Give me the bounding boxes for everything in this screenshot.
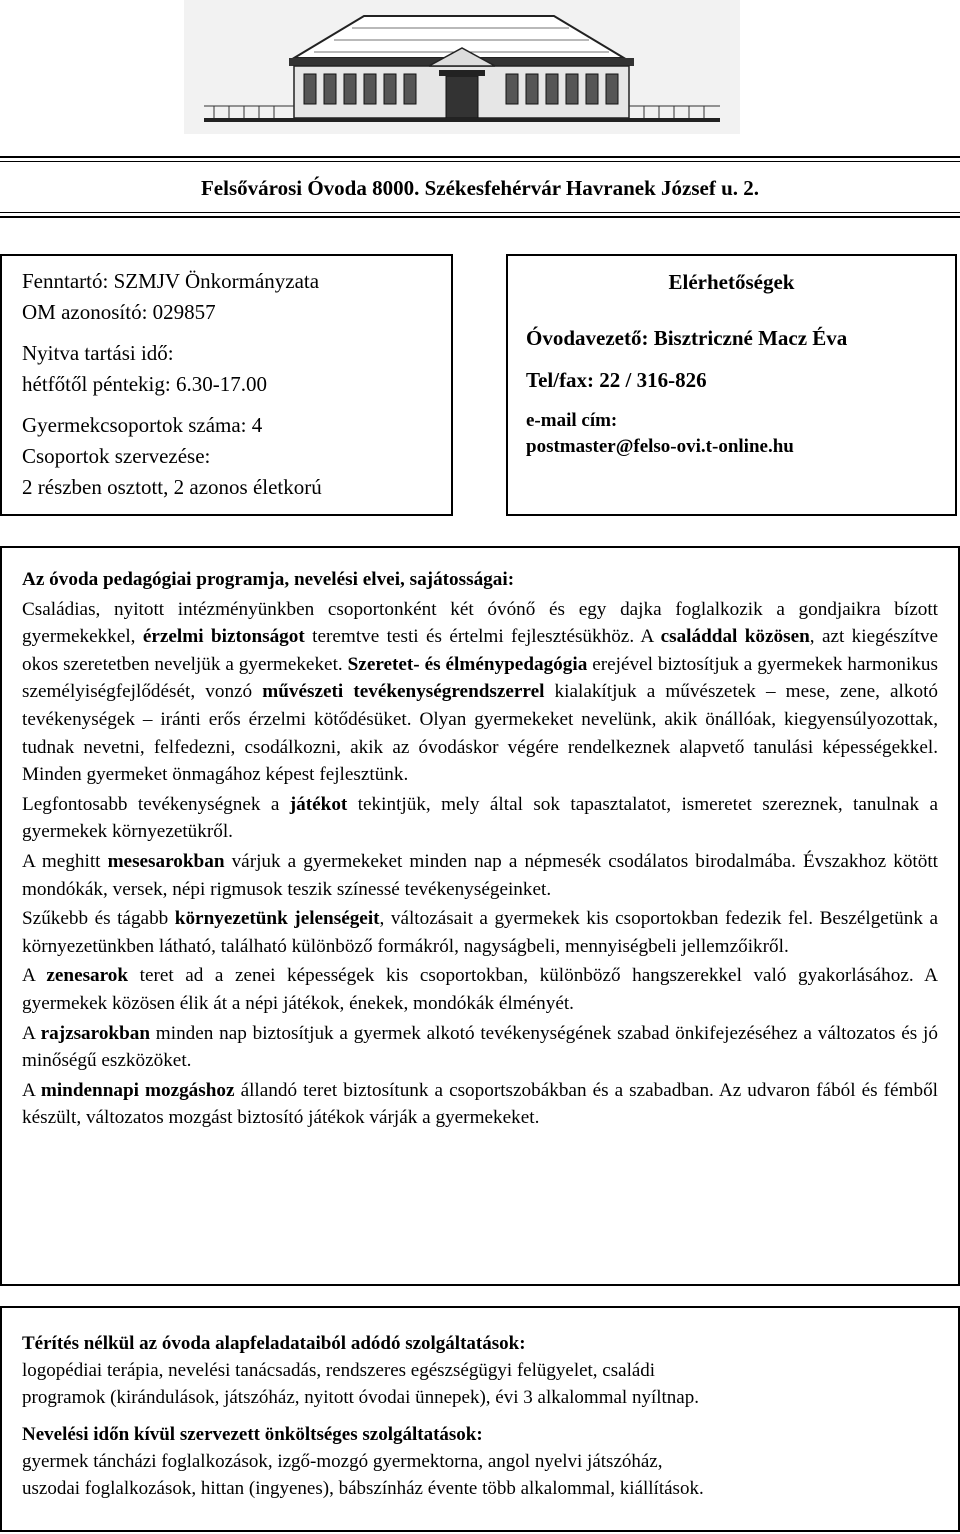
- program-paragraph-7: A mindennapi mozgáshoz állandó teret biztosítunk a csoportszobákban és a szabadban. Az udvaron fából és fémből készült, változatos mozgást biztosító játékok várják a gyermekeket.: [22, 1079, 938, 1129]
- email-link[interactable]: postmaster@felso-ovi.t-online.hu: [526, 436, 794, 457]
- opening-hours-value: hétfőtől péntekig: 6.30-17.00: [22, 372, 267, 396]
- program-paragraph-1: Családias, nyitott intézményünkben csoportonként két óvónő és egy dajka foglalkozik a gondjaikra bízott gyermekekkel, érzelmi biztonságot teremtve testi és értelmi fejlesztésükhöz. A családdal közösen, azt kiegészítve okos szeretetben neveljük a gyermekeket. Szeretet- és élménypedagógia erejével biztosítjuk a gyermekek harmonikus személyiségfejlődését, vonzó művészeti tevékenységrendszerrel kialakítjuk a művészetek – mese, zene, alkotó tevékenységek – iránti erős érzelmi kötődésüket. Olyan gyermekeket nevelünk, akik önállóak, kiegyensúlyozottak, tudnak nevetni, felfedezni, csodálkozni, akik az óvodáskor végére rendelkeznek alapvető tanulási képességekkel. Minden gyermeket önmagához képest fejlesztünk.: [22, 598, 938, 786]
- director-line: Óvodavezető: Bisztriczné Macz Éva: [526, 326, 848, 350]
- contact-box: [506, 254, 957, 516]
- program-paragraph-4: Szűkebb és tágabb környezetünk jelenségeit, változásait a gyermekek kis csoportokban fedezik fel. Beszélgetünk a környezetünkben látható, található különböző formákról, nagyságbeli, mennyiségbeli jellemzőikről.: [22, 908, 938, 957]
- paid-services-line-1: gyermek táncházi foglalkozások, izgő-mozgó gyermektorna, angol nyelvi játszóház,: [22, 1451, 663, 1472]
- group-organization-value: 2 részben osztott, 2 azonos életkorú: [22, 475, 322, 499]
- free-services-line-2: programok (kirándulások, játszóház, nyitott óvodai ünnepek), évi 3 alkalommal nyíltnap.: [22, 1387, 699, 1408]
- email-label: e-mail cím:: [526, 410, 618, 431]
- free-services-line-1: logopédiai terápia, nevelési tanácsadás, rendszeres egészségügyi felügyelet, családi: [22, 1360, 656, 1381]
- services-box: [0, 1306, 960, 1532]
- paid-services-heading: Nevelési időn kívül szervezett önköltséges szolgáltatások:: [22, 1424, 483, 1445]
- program-heading: Az óvoda pedagógiai programja, nevelési elvei, sajátosságai:: [22, 569, 515, 590]
- program-paragraph-3: A meghitt mesesarokban várjuk a gyermekeket minden nap a népmesék csodálatos birodalmába. Évszakhoz kötött mondókák, versek, népi rigmusok teszik színessé tevékenységeinket.: [22, 850, 938, 900]
- header-bar: [0, 156, 960, 218]
- group-count-line: Gyermekcsoportok száma: 4: [22, 413, 263, 437]
- pedagogical-program-box: [0, 546, 960, 1286]
- page-title: Felsővárosi Óvoda 8000. Székesfehérvár Havranek József u. 2.: [200, 176, 759, 200]
- kindergarten-info-box: [0, 254, 453, 516]
- building-illustration: [184, 0, 740, 134]
- program-paragraph-2: Legfontosabb tevékenységnek a játékot tekintjük, mely által sok tapasztalatot, ismeretet szereznek, tanulnak a gyermekek környezetükről.: [22, 793, 938, 843]
- group-organization-label: Csoportok szervezése:: [22, 444, 211, 468]
- operator-line: Fenntartó: SZMJV Önkormányzata: [22, 269, 320, 293]
- program-paragraph-5: A zenesarok teret ad a zenei képességek kis csoportokban, különböző hangszerekkel való gyakorlásához. A gyermekek közösen élik át a népi játékok, énekek, mondókák élményét.: [22, 965, 938, 1014]
- paid-services-line-2: uszodai foglalkozások, hittan (ingyenes), bábszínház évente több alkalommal, kiállítások.: [22, 1478, 704, 1499]
- om-id-line: OM azonosító: 029857: [22, 300, 216, 324]
- program-paragraph-6: A rajzsarokban minden nap biztosítjuk a gyermek alkotó tevékenységének szabad önkifejezéséhez a változatos és jó minőségű eszközöket.: [22, 1022, 938, 1072]
- contact-title: Elérhetőségek: [668, 270, 795, 294]
- phone-line: Tel/fax: 22 / 316-826: [526, 368, 707, 392]
- opening-hours-label: Nyitva tartási idő:: [22, 341, 174, 365]
- free-services-heading: Térítés nélkül az óvoda alapfeladataiból adódó szolgáltatások:: [22, 1333, 526, 1354]
